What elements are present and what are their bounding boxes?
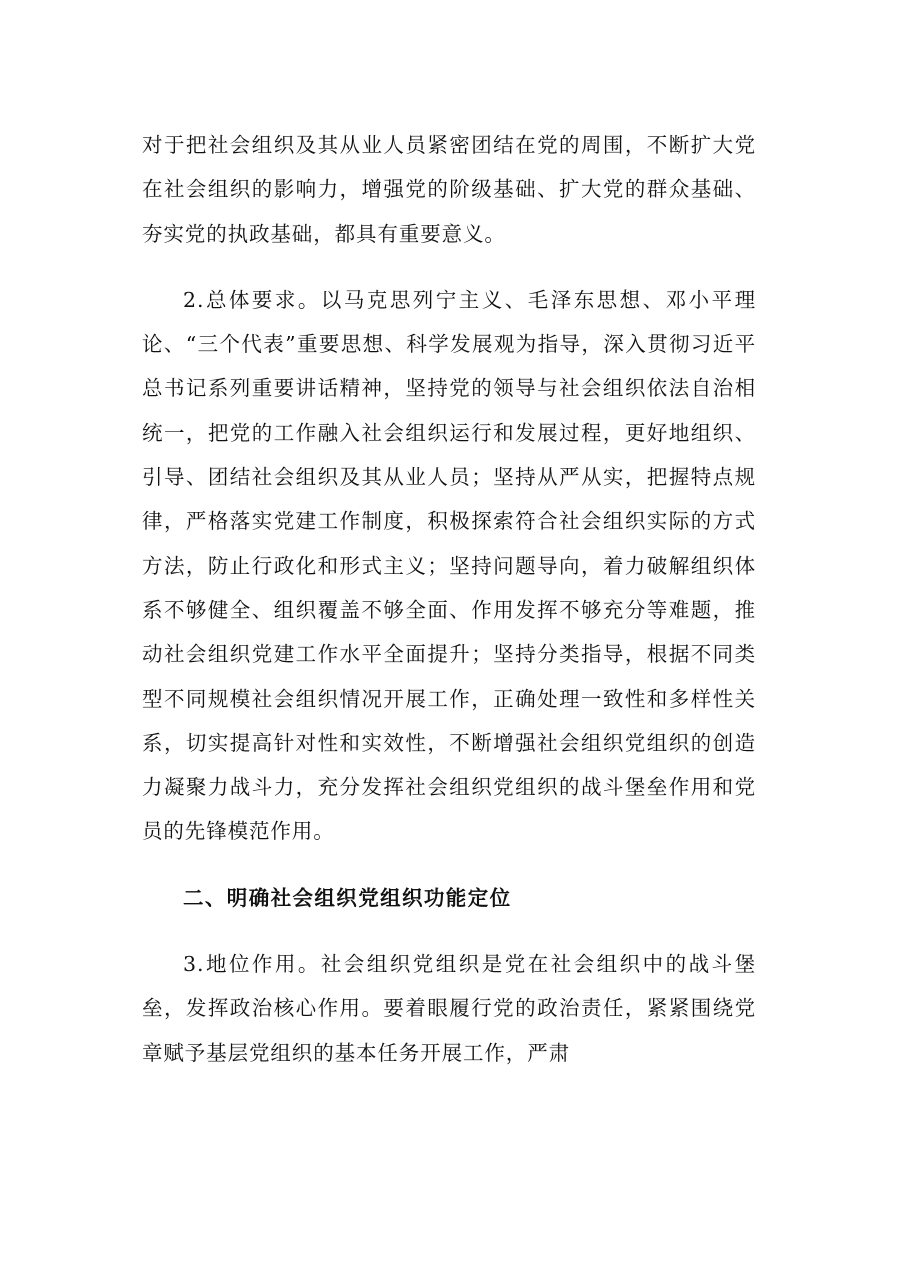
paragraph-general-requirements: 2.总体要求。以马克思列宁主义、毛泽东思想、邓小平理论、“三个代表”重要思想、科学发展观为指导，深入贯彻习近平总书记系列重要讲话精神，坚持党的领导与社会组织依法自治相统一，把党的工作融入社会组织运行和发展过程，更好地组织、引导、团结社会组织及其从业人员；坚持从严从实，把握特点规律，严格落实党建工作制度，积极探索符合社会组织实际的方式方法，防止行政化和形式主义；坚持问题导向，着力破解组织体系不够健全、组织覆盖不够全面、作用发挥不够充分等难题，推动社会组织党建工作水平全面提升；坚持分类指导，根据不同类型不同规模社会组织情况开展工作，正确处理一致性和多样性关系，切实提高针对性和实效性，不断增强社会组织党组织的创造力凝聚力战斗力，充分发挥社会组织党组织的战斗堡垒作用和党员的先锋模范作用。 xyxy=(142,287,756,844)
section-heading: 二、明确社会组织党组织功能定位 xyxy=(183,885,512,910)
paragraph-status-role: 3.地位作用。社会组织党组织是党在社会组织中的战斗堡垒，发挥政治核心作用。要着眼履行党的政治责任，紧紧围绕党章赋予基层党组织的基本任务开展工作，严肃 xyxy=(142,952,756,1065)
paragraph-spacer xyxy=(142,256,756,278)
document-body xyxy=(142,123,756,1075)
paragraph-spacer xyxy=(142,854,756,876)
paragraph-spacer xyxy=(142,920,756,942)
paragraph-continuation: 对于把社会组织及其从业人员紧密团结在党的周围，不断扩大党在社会组织的影响力，增强党的阶级基础、扩大党的群众基础、夯实党的执政基础，都具有重要意义。 xyxy=(142,133,756,246)
